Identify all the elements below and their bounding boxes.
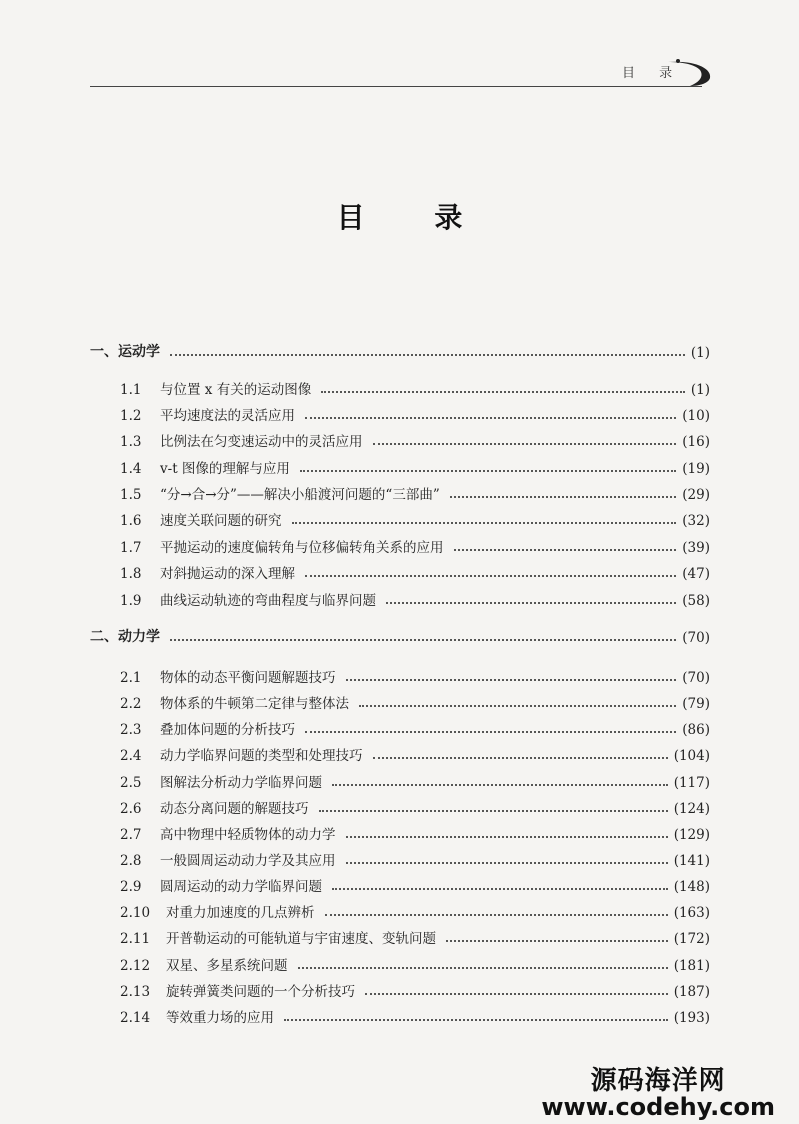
- toc-item[interactable]: [120, 507, 710, 529]
- toc-item[interactable]: [120, 847, 710, 869]
- item-page: (29): [682, 487, 710, 503]
- dot-leader: [305, 731, 676, 733]
- item-title: 物体系的牛顿第二定律与整体法: [160, 696, 349, 712]
- item-number: 2.11: [120, 931, 151, 947]
- toc-section-kinematics[interactable]: [90, 339, 710, 361]
- item-number: 1.8: [120, 566, 142, 582]
- toc-item[interactable]: [120, 769, 710, 791]
- section-label: 二、动力学: [90, 629, 160, 645]
- toc-item[interactable]: [120, 690, 710, 712]
- item-title: 图解法分析动力学临界问题: [160, 775, 322, 791]
- item-page: (117): [673, 775, 710, 791]
- item-number: 2.5: [120, 775, 142, 791]
- dot-leader: [346, 679, 677, 681]
- item-page: (19): [682, 461, 710, 477]
- item-title: 开普勒运动的可能轨道与宇宙速度、变轨问题: [166, 931, 436, 947]
- item-number: 1.6: [120, 513, 142, 529]
- item-page: (124): [673, 801, 710, 817]
- toc-item[interactable]: [120, 899, 710, 921]
- item-title: “分→合→分”——解决小船渡河问题的“三部曲”: [160, 487, 440, 503]
- toc-item[interactable]: [120, 795, 710, 817]
- item-page: (1): [690, 382, 710, 398]
- toc-item[interactable]: [120, 716, 710, 738]
- item-page: (39): [682, 540, 710, 556]
- dot-leader: [319, 810, 668, 812]
- item-title: 速度关联问题的研究: [160, 513, 282, 529]
- item-number: 2.1: [120, 670, 142, 686]
- toc-item[interactable]: [120, 560, 710, 582]
- item-title: 比例法在匀变速运动中的灵活应用: [160, 434, 363, 450]
- item-number: 2.14: [120, 1010, 151, 1026]
- item-number: 2.9: [120, 879, 142, 895]
- item-page: (32): [682, 513, 710, 529]
- toc-item[interactable]: [120, 821, 710, 843]
- dot-leader: [446, 940, 668, 942]
- dot-leader: [373, 443, 677, 445]
- header-rule: [90, 86, 702, 87]
- section-page: (1): [690, 345, 710, 361]
- dot-leader: [450, 496, 677, 498]
- toc-item[interactable]: [120, 455, 710, 477]
- item-title: 物体的动态平衡问题解题技巧: [160, 670, 336, 686]
- item-page: (129): [673, 827, 710, 843]
- dot-leader: [284, 1019, 668, 1021]
- item-number: 1.7: [120, 540, 142, 556]
- item-title: 平均速度法的灵活应用: [160, 408, 295, 424]
- item-page: (16): [682, 434, 710, 450]
- item-page: (79): [682, 696, 710, 712]
- dot-leader: [298, 967, 668, 969]
- item-title: 等效重力场的应用: [166, 1010, 274, 1026]
- item-number: 1.3: [120, 434, 142, 450]
- item-title: 曲线运动轨迹的弯曲程度与临界问题: [160, 593, 376, 609]
- toc-item[interactable]: [120, 952, 710, 974]
- item-page: (181): [673, 958, 710, 974]
- toc-item[interactable]: [120, 664, 710, 686]
- item-number: 1.1: [120, 382, 142, 398]
- dot-leader: [292, 522, 677, 524]
- item-number: 2.3: [120, 722, 142, 738]
- item-title: 一般圆周运动动力学及其应用: [160, 853, 336, 869]
- dot-leader: [346, 862, 668, 864]
- item-number: 2.7: [120, 827, 142, 843]
- toc-item[interactable]: [120, 978, 710, 1000]
- item-number: 1.9: [120, 593, 142, 609]
- watermark-url: www.codehy.com: [541, 1093, 775, 1122]
- item-number: 1.2: [120, 408, 142, 424]
- item-number: 2.12: [120, 958, 151, 974]
- item-title: 双星、多星系统问题: [166, 958, 288, 974]
- dot-leader: [359, 705, 676, 707]
- item-page: (58): [682, 593, 710, 609]
- item-page: (10): [682, 408, 710, 424]
- item-number: 2.8: [120, 853, 142, 869]
- item-page: (172): [673, 931, 710, 947]
- dot-leader: [321, 391, 685, 393]
- toc-item[interactable]: [120, 873, 710, 895]
- dot-leader: [305, 417, 676, 419]
- item-page: (193): [673, 1010, 710, 1026]
- item-page: (86): [682, 722, 710, 738]
- dot-leader: [365, 993, 668, 995]
- header-swoosh-icon: [664, 58, 716, 88]
- item-number: 2.2: [120, 696, 142, 712]
- item-number: 2.10: [120, 905, 151, 921]
- section-page: (70): [682, 630, 710, 646]
- site-watermark: [541, 1068, 775, 1120]
- page-title: 目 录: [336, 201, 493, 234]
- toc-section-dynamics[interactable]: [90, 624, 710, 646]
- toc-item[interactable]: [120, 742, 710, 764]
- dot-leader: [305, 575, 676, 577]
- item-page: (163): [673, 905, 710, 921]
- toc-item[interactable]: [120, 1004, 710, 1026]
- item-title: v-t 图像的理解与应用: [160, 461, 290, 477]
- toc-item[interactable]: [120, 402, 710, 424]
- toc-item[interactable]: [120, 481, 710, 503]
- item-number: 1.5: [120, 487, 142, 503]
- toc-item[interactable]: [120, 534, 710, 556]
- item-title: 叠加体问题的分析技巧: [160, 722, 295, 738]
- item-page: (104): [673, 748, 710, 764]
- section-label: 一、运动学: [90, 344, 160, 360]
- item-number: 2.6: [120, 801, 142, 817]
- item-title: 对重力加速度的几点辨析: [166, 905, 315, 921]
- item-title: 平抛运动的速度偏转角与位移偏转角关系的应用: [160, 540, 444, 556]
- dot-leader: [170, 639, 676, 641]
- dot-leader: [332, 888, 668, 890]
- item-title: 动力学临界问题的类型和处理技巧: [160, 748, 363, 764]
- dot-leader: [373, 757, 668, 759]
- toc-item[interactable]: [120, 587, 710, 609]
- dot-leader: [300, 470, 676, 472]
- item-page: (141): [673, 853, 710, 869]
- item-title: 高中物理中轻质物体的动力学: [160, 827, 336, 843]
- item-number: 2.4: [120, 748, 142, 764]
- item-title: 旋转弹簧类问题的一个分析技巧: [166, 984, 355, 1000]
- item-title: 对斜抛运动的深入理解: [160, 566, 295, 582]
- item-title: 圆周运动的动力学临界问题: [160, 879, 322, 895]
- item-title: 动态分离问题的解题技巧: [160, 801, 309, 817]
- toc-item[interactable]: [120, 376, 710, 398]
- toc-item[interactable]: [120, 925, 710, 947]
- dot-leader: [325, 914, 668, 916]
- item-page: (70): [682, 670, 710, 686]
- dot-leader: [454, 549, 677, 551]
- item-title: 与位置 x 有关的运动图像: [160, 382, 312, 398]
- dot-leader: [170, 354, 685, 356]
- item-page: (187): [673, 984, 710, 1000]
- dot-leader: [346, 836, 668, 838]
- item-number: 1.4: [120, 461, 142, 477]
- dot-leader: [332, 784, 668, 786]
- watermark-name: 源码海洋网: [590, 1066, 726, 1096]
- item-page: (47): [682, 566, 710, 582]
- running-header-label: 目 录: [622, 66, 683, 81]
- item-number: 2.13: [120, 984, 151, 1000]
- dot-leader: [386, 602, 676, 604]
- item-page: (148): [673, 879, 710, 895]
- toc-item[interactable]: [120, 428, 710, 450]
